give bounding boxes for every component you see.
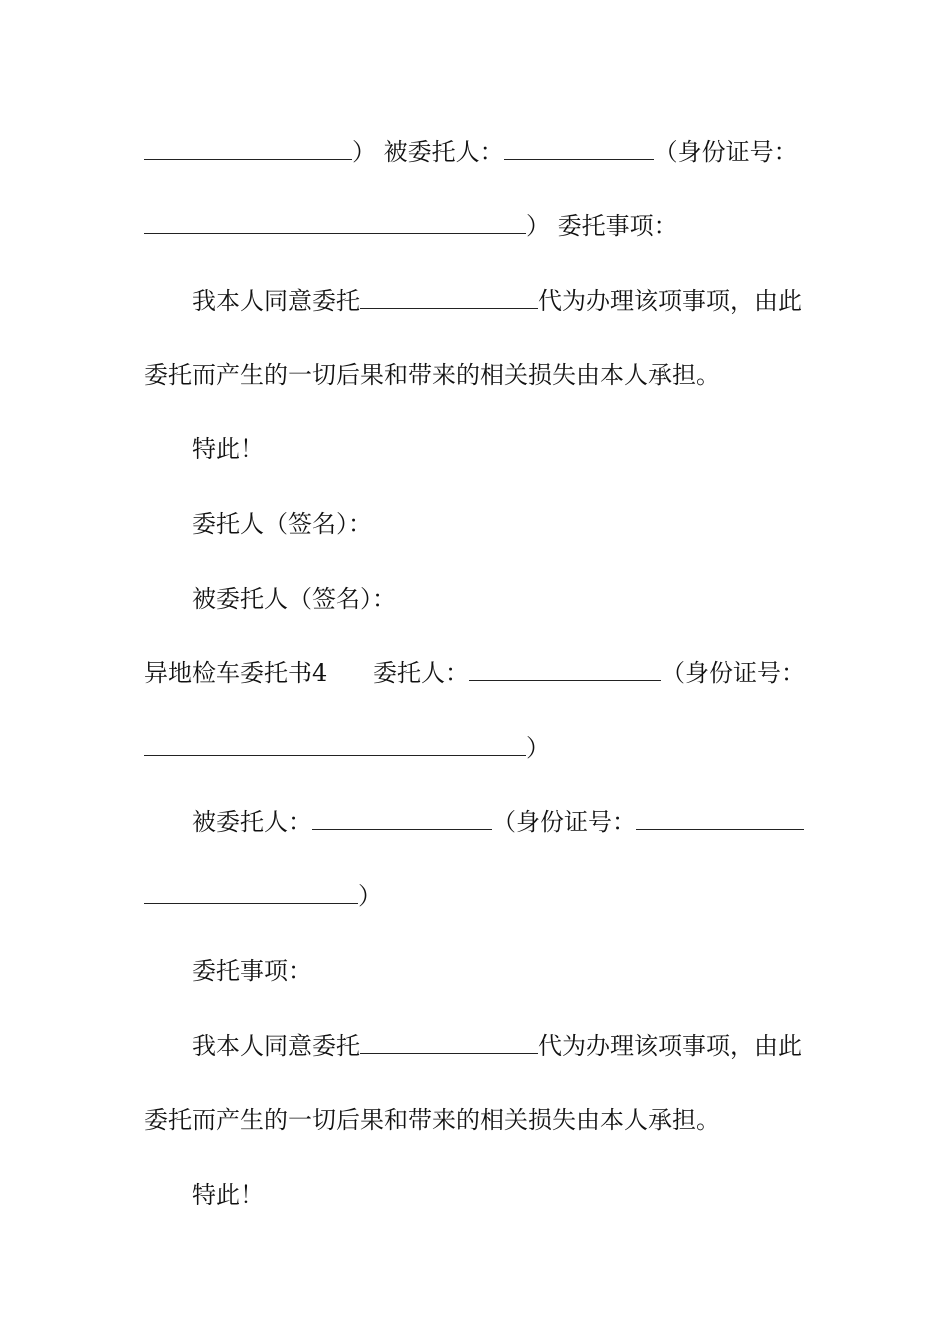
fill-blank <box>504 139 654 160</box>
line-13 <box>192 1030 802 1062</box>
line-6 <box>192 508 372 540</box>
line-text: （身份证号： <box>492 808 636 836</box>
fill-blank <box>144 883 358 904</box>
line-12 <box>192 955 312 987</box>
line-text: （身份证号： <box>653 138 798 166</box>
fill-blank <box>360 288 538 309</box>
line-text: ） 委托事项： <box>526 212 678 240</box>
line-14 <box>144 1104 720 1136</box>
line-text: 我本人同意委托 <box>192 287 360 315</box>
line-text: 被委托人： <box>192 808 312 836</box>
line-text: 委托事项： <box>192 957 312 985</box>
line-text: ） <box>358 882 382 910</box>
fill-blank <box>144 139 352 160</box>
line-1 <box>144 136 798 168</box>
line-text: 特此！ <box>192 435 264 463</box>
line-11 <box>144 880 382 912</box>
line-text: 被委托人（签名）： <box>192 585 396 613</box>
line-4 <box>144 359 720 391</box>
line-8 <box>144 657 805 689</box>
line-text: 异地检车委托书4 委托人： <box>144 659 470 687</box>
line-2 <box>144 210 678 242</box>
line-3 <box>192 285 802 317</box>
line-text: 委托而产生的一切后果和带来的相关损失由本人承担。 <box>144 1106 720 1134</box>
line-text: 代为办理该项事项，由此 <box>538 287 802 315</box>
line-text: 委托人（签名）： <box>192 510 372 538</box>
line-5 <box>192 433 264 465</box>
fill-blank <box>360 1033 538 1054</box>
line-7 <box>192 583 396 615</box>
line-text: 委托而产生的一切后果和带来的相关损失由本人承担。 <box>144 361 720 389</box>
line-text: ） <box>526 734 550 762</box>
fill-blank <box>144 213 526 234</box>
line-9 <box>144 732 550 764</box>
fill-blank <box>144 735 526 756</box>
line-text: （身份证号： <box>661 659 806 687</box>
line-text: 我本人同意委托 <box>192 1032 360 1060</box>
line-10 <box>192 806 804 838</box>
fill-blank <box>469 660 661 681</box>
line-15 <box>192 1179 264 1211</box>
line-text: 特此！ <box>192 1181 264 1209</box>
fill-blank <box>312 809 492 830</box>
fill-blank <box>636 809 804 830</box>
line-text: 代为办理该项事项，由此 <box>538 1032 802 1060</box>
line-text: ） 被委托人： <box>352 138 504 166</box>
